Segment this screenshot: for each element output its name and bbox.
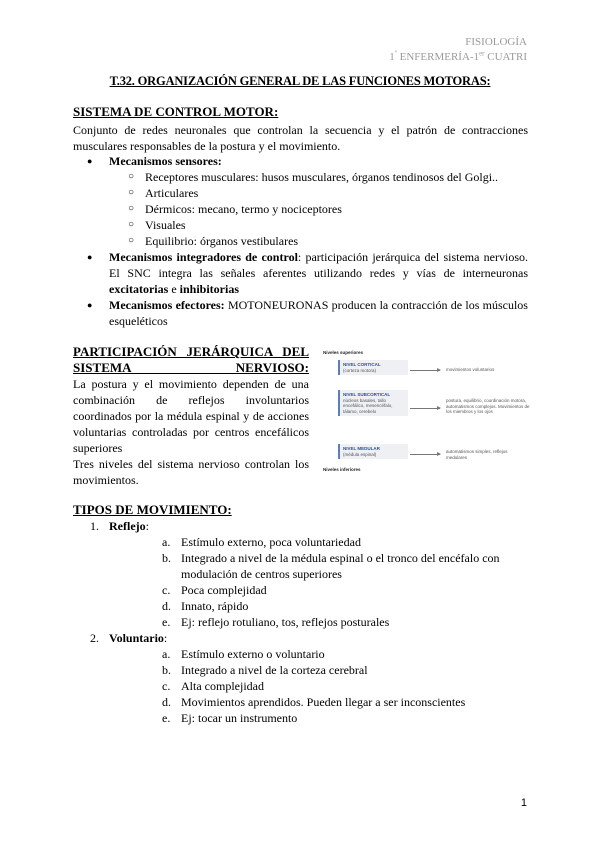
section-heading-control-motor: SISTEMA DE CONTROL MOTOR: xyxy=(73,104,279,119)
diagram-output-cortical: movimientos voluntarios xyxy=(446,367,495,372)
list-item: c. Alta complejidad xyxy=(162,679,264,693)
document-title: T.32. ORGANIZACIÓN GENERAL DE LAS FUNCIONES MOTORAS: xyxy=(109,74,491,88)
list-item-voluntario: 2. Voluntario: a. Estímulo externo o voluntario b. Integrado a nivel de la corteza cerebral c. Alta complejidad d. Movimientos aprendidos. Pueden llegar a ser inconscientes e. Ej: tocar un instrumento xyxy=(73,630,528,726)
list-item: b. Integrado a nivel de la corteza cerebral xyxy=(162,663,368,677)
header-course: $1^º$ ENFERMERÍA-1er CUATRI xyxy=(389,49,527,63)
list-item: a. Estímulo externo, poca voluntariedad xyxy=(162,535,361,549)
diagram-level-medular: NIVEL MEDULAR (médula espinal) xyxy=(338,444,408,459)
arrow-icon xyxy=(410,370,440,371)
jerarquica-paragraph-2: Tres niveles del sistema nervioso controlan los movimientos. xyxy=(73,457,309,487)
section-heading-jerarquica: PARTICIPACIÓN JERÁRQUICA DEL SISTEMA NERVIOSO: xyxy=(73,344,309,375)
diagram-level-subcortical: NIVEL SUBCORTICAL núcleos basales, tallo encefálico, mesencéfalo, tálamo, cerebelo xyxy=(338,390,408,416)
list-item-reflejo: 1. Reflejo: a. Estímulo externo, poca voluntariedad b. Integrado a nivel de la médula espinal o el tronco del encéfalo con modulación de centros superiores c. Poca complejidad d. Innato, rápido e. Ej: reflejo rotuliano, tos, reflejos posturales xyxy=(73,518,528,630)
list-item: ○ Equilibrio: órganos vestibulares xyxy=(109,233,528,249)
section-heading-tipos: TIPOS DE MOVIMIENTO: xyxy=(73,502,232,517)
page-number: 1 xyxy=(520,797,527,809)
list-item-efectores: ● Mecanismos efectores: MOTONEURONAS producen la contracción de los músculos esqueléticos xyxy=(73,297,528,329)
voluntario-sublist xyxy=(109,646,528,726)
section-intro-paragraph: Conjunto de redes neuronales que controlan la secuencia y el patrón de contracciones musculares responsables de la postura y el movimiento. xyxy=(73,123,528,153)
list-item: b. Integrado a nivel de la médula espinal o el tronco del encéfalo con modulación de centros superiores xyxy=(162,551,500,581)
diagram-output-subcortical: postura, equilibrio, coordinación motora, automatismos complejos. Movimientos de los miembros y los ojos xyxy=(446,398,530,414)
list-item: d. Movimientos aprendidos. Pueden llegar a ser inconscientes xyxy=(162,695,466,709)
diagram-top-label: Niveles superiores xyxy=(323,350,364,355)
reflejo-sublist xyxy=(109,534,528,630)
list-item: e. Ej: reflejo rotuliano, tos, reflejos posturales xyxy=(162,615,390,629)
list-item: a. Estímulo externo o voluntario xyxy=(162,647,325,661)
mechanisms-list xyxy=(73,153,528,329)
hierarchy-diagram xyxy=(320,350,530,480)
diagram-bottom-label: Niveles inferiores xyxy=(323,467,361,472)
list-item: c. Poca complejidad xyxy=(162,583,267,597)
list-item-integradores: ● Mecanismos integradores de control: participación jerárquica del sistema nervioso. El SNC integra las señales aferentes utilizando redes y vías de interneuronas excitatorias e inhibitorias xyxy=(73,249,528,297)
list-item-sensores: ● Mecanismos sensores: ○ Receptores musculares: husos musculares, órganos tendinosos del Golgi.. ○ Articulares ○ Dérmicos: mecano, termo y nociceptores ○ Visuales ○ Equilibrio: órganos vestibulares xyxy=(73,153,528,249)
list-item: ○ Articulares xyxy=(109,185,528,201)
sensores-sublist xyxy=(109,169,528,249)
list-item: d. Innato, rápido xyxy=(162,599,249,613)
jerarquica-paragraph: La postura y el movimiento dependen de una combinación de reflejos involuntarios coordinados por la médula espinal y de acciones voluntarias controladas por centros encefálicos superiores xyxy=(73,377,309,455)
list-item: e. Ej: tocar un instrumento xyxy=(162,711,298,725)
movement-types-list xyxy=(73,518,528,726)
list-item: ○ Dérmicos: mecano, termo y nociceptores xyxy=(109,201,528,217)
header-subject: FISIOLOGÍA xyxy=(465,36,527,48)
arrow-icon xyxy=(410,454,440,455)
arrow-icon xyxy=(410,408,440,409)
diagram-output-medular: automatismos simples, reflejos medulares xyxy=(446,449,508,460)
diagram-level-cortical: NIVEL CORTICAL (corteza motora) xyxy=(338,360,408,375)
list-item: ○ Visuales xyxy=(109,217,528,233)
list-item: ○ Receptores musculares: husos musculares, órganos tendinosos del Golgi.. xyxy=(109,169,528,185)
